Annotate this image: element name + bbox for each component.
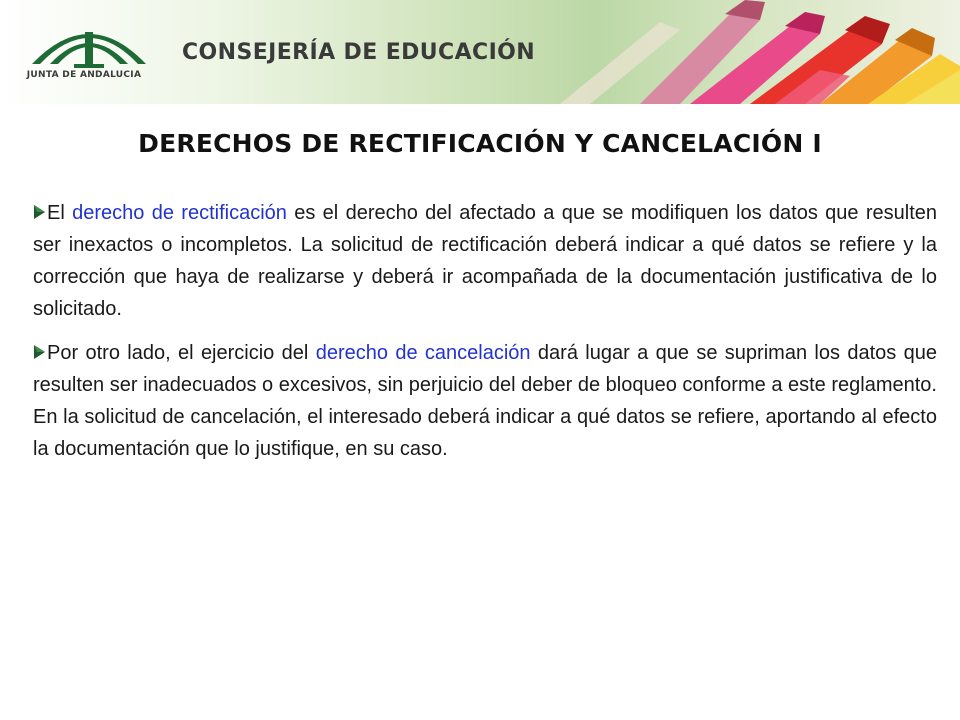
paragraph-2-text: dará lugar a que se supriman los datos que resulten ser inadecuados o excesivos, sin perjuicio del deber de bloqueo conforme a este reglamento. En la solicitud de cancelación, el interesado deberá indicar a qué datos se refiere, aportando al efecto la documentación que lo justifique, en su caso. <box>33 342 937 460</box>
arrow-bullet-icon <box>33 344 46 360</box>
derecho-rectificacion-term: derecho de rectificación <box>72 202 287 224</box>
crayons-image <box>520 0 960 104</box>
arrow-bullet-icon <box>33 204 46 220</box>
paragraph-1-lead: El <box>47 202 73 224</box>
slide-body <box>33 197 937 477</box>
header-banner <box>0 0 960 104</box>
logo-caption: JUNTA DE ANDALUCIA <box>26 70 142 80</box>
derecho-cancelacion-term: derecho de cancelación <box>315 342 531 364</box>
header-title: CONSEJERÍA DE EDUCACIÓN <box>182 40 536 65</box>
paragraph-1-text: es el derecho del afectado a que se modifiquen los datos que resulten ser inexactos o incompletos. La solicitud de rectificación deberá indicar a qué datos se refiere y la corrección que haya de realizarse y deberá ir acompañada de la documentación justificativa de lo solicitado. <box>33 202 938 320</box>
paragraph-rectificacion <box>33 197 937 325</box>
slide-title: DERECHOS DE RECTIFICACIÓN Y CANCELACIÓN I <box>138 129 822 158</box>
junta-de-andalucia-logo <box>14 6 164 98</box>
paragraph-cancelacion <box>33 337 937 465</box>
paragraph-2-lead: Por otro lado, el ejercicio del <box>47 342 316 364</box>
